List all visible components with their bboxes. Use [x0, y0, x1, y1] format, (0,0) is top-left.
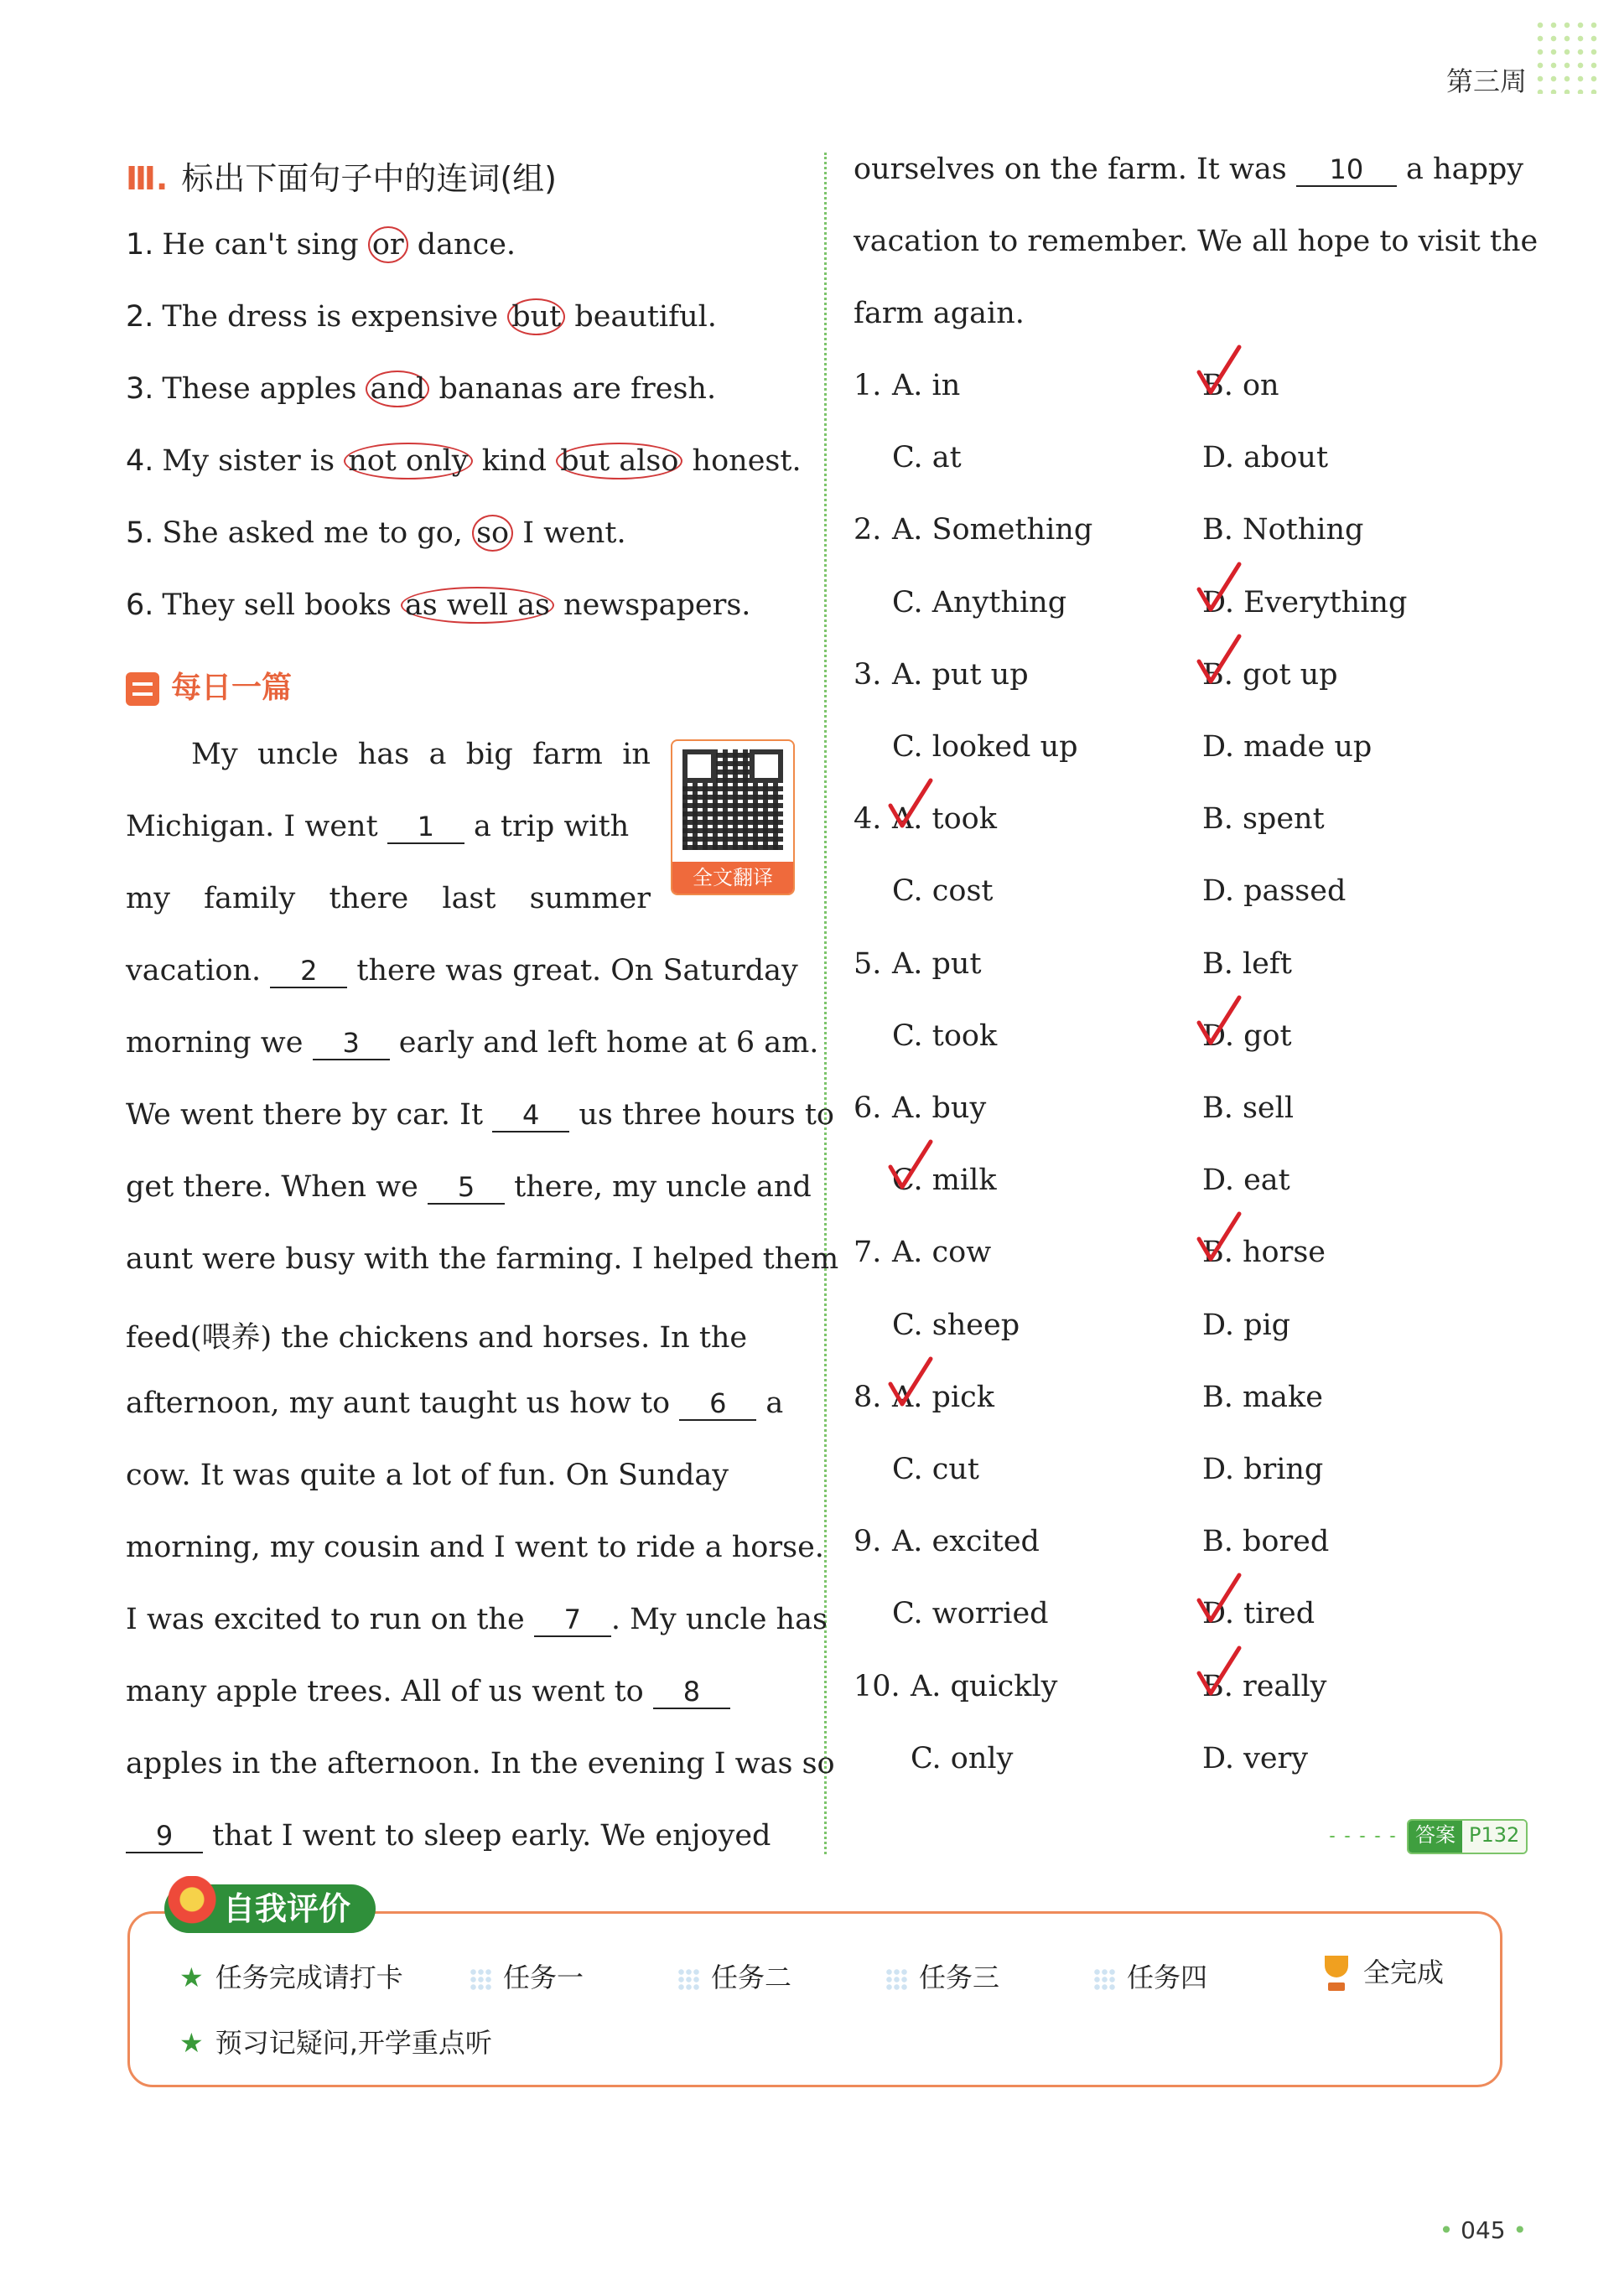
check-mark-icon: [887, 1138, 934, 1190]
option-d[interactable]: D. Everything: [1202, 585, 1408, 619]
answer-reference[interactable]: 答案 P132: [1407, 1819, 1528, 1854]
blank-9: 9: [126, 1820, 203, 1853]
question-number: 8.: [854, 1380, 882, 1414]
task-complete-all[interactable]: 全完成: [1320, 1951, 1444, 1994]
self-eval-row-1: ★ 任务完成请打卡: [179, 1962, 403, 1993]
sentence-3: 3. These apples and bananas are fresh.: [126, 372, 717, 406]
option-d[interactable]: D. bring: [1202, 1453, 1324, 1486]
passage-right-line-1: ourselves on the farm. It was 10 a happy: [854, 153, 1524, 186]
option-d[interactable]: D. passed: [1202, 874, 1347, 909]
option-a[interactable]: A. put: [892, 946, 982, 981]
sentence-5: 5. She asked me to go, so I went.: [126, 516, 626, 550]
passage-line-13: I was excited to run on the 7 . My uncle has: [126, 1603, 828, 1636]
column-divider: [824, 153, 827, 1854]
question-number: 4.: [854, 802, 882, 837]
task-3[interactable]: 任务三: [885, 1957, 999, 1995]
conjunction-circle: as well as: [401, 587, 554, 624]
task-2[interactable]: 任务二: [677, 1957, 791, 1995]
option-b[interactable]: B. make: [1202, 1380, 1323, 1414]
option-a[interactable]: A. excited: [892, 1525, 1040, 1559]
conjunction-circle: and: [366, 371, 429, 407]
option-c[interactable]: C. only: [911, 1741, 1014, 1775]
option-a[interactable]: A. took: [892, 802, 997, 837]
blank-3: 3: [313, 1027, 390, 1060]
task-check-icon: [470, 1968, 491, 1990]
blank-5: 5: [428, 1171, 505, 1205]
passage-line-5: morning we 3 early and left home at 6 am.: [126, 1026, 819, 1060]
option-a[interactable]: A. buy: [892, 1091, 987, 1125]
corner-dots-decoration: [1533, 18, 1601, 94]
daily-reading-title: 每日一篇: [126, 664, 292, 706]
check-mark-icon: [1196, 1210, 1243, 1262]
option-c[interactable]: C. cut: [892, 1453, 979, 1486]
check-mark-icon: [887, 777, 934, 829]
option-a[interactable]: A. in: [892, 369, 961, 402]
option-b[interactable]: B. really: [1202, 1669, 1327, 1703]
sentence-2: 2. The dress is expensive but beautiful.: [126, 300, 717, 334]
blank-2: 2: [270, 955, 347, 988]
option-b[interactable]: B. sell: [1202, 1091, 1295, 1125]
check-mark-icon: [1196, 1572, 1243, 1624]
qr-code[interactable]: [671, 739, 795, 895]
option-d[interactable]: D. pig: [1202, 1308, 1291, 1342]
option-c[interactable]: C. looked up: [892, 730, 1078, 764]
page-number: • 045 •: [1439, 2216, 1527, 2244]
passage-line-10: afternoon, my aunt taught us how to 6 a: [126, 1386, 784, 1420]
self-eval-row-2: ★ 预习记疑问,开学重点听: [179, 2027, 492, 2059]
medal-icon: [168, 1876, 216, 1928]
passage-line-2: Michigan. I went 1 a trip with: [126, 810, 630, 843]
conjunction-circle: or: [368, 226, 408, 263]
option-d[interactable]: D. got: [1202, 1018, 1292, 1053]
task-4[interactable]: 任务四: [1093, 1957, 1207, 1995]
passage-line-12: morning, my cousin and I went to ride a horse.: [126, 1531, 824, 1564]
blank-8: 8: [653, 1676, 730, 1709]
blank-6: 6: [679, 1387, 756, 1421]
option-c[interactable]: C. cost: [892, 874, 994, 909]
sentence-1: 1. He can't sing or dance.: [126, 228, 516, 262]
check-mark-icon: [1196, 1645, 1243, 1697]
option-c[interactable]: C. milk: [892, 1164, 997, 1198]
passage-line-14: many apple trees. All of us went to 8: [126, 1675, 730, 1709]
section-title-text: 标出下面句子中的连词(组): [181, 160, 558, 197]
conjunction-circle: so: [472, 515, 513, 552]
blank-4: 4: [492, 1099, 569, 1132]
passage-right-line-2: vacation to remember. We all hope to visit the: [854, 225, 1539, 258]
blank-7: 7: [534, 1604, 611, 1637]
blank-10: 10: [1296, 153, 1397, 187]
task-check-icon: [885, 1968, 907, 1990]
list-icon: [126, 672, 159, 706]
passage-line-3: my family there last summer: [126, 882, 651, 915]
task-check-icon: [1093, 1968, 1115, 1990]
option-a[interactable]: A. quickly: [911, 1669, 1058, 1703]
option-c[interactable]: C. took: [892, 1018, 998, 1053]
option-d[interactable]: D. tired: [1202, 1597, 1315, 1631]
option-a[interactable]: A. Something: [892, 513, 1093, 547]
option-a[interactable]: A. pick: [892, 1380, 994, 1414]
question-number: 9.: [854, 1525, 882, 1559]
question-number: 5.: [854, 946, 882, 981]
conjunction-circle: but also: [556, 443, 682, 479]
option-c[interactable]: C. at: [892, 441, 962, 475]
passage-line-11: cow. It was quite a lot of fun. On Sunday: [126, 1459, 729, 1492]
week-label: 第三周: [1445, 65, 1527, 97]
option-c[interactable]: C. worried: [892, 1597, 1049, 1631]
passage-line-15: apples in the afternoon. In the evening I was so: [126, 1747, 835, 1780]
check-mark-icon: [1196, 561, 1243, 613]
option-d[interactable]: D. very: [1202, 1741, 1309, 1775]
option-d[interactable]: D. made up: [1202, 730, 1373, 764]
question-number: 1.: [854, 369, 882, 402]
conjunction-circle: but: [507, 298, 565, 335]
check-mark-icon: [1196, 633, 1243, 685]
option-b[interactable]: B. Nothing: [1202, 513, 1364, 547]
passage-line-9: feed(喂养) the chickens and horses. In the: [126, 1321, 748, 1355]
check-mark-icon: [1196, 344, 1243, 396]
passage-line-4: vacation. 2 there was great. On Saturday: [126, 954, 798, 987]
star-icon: ★: [179, 2027, 204, 2059]
option-a[interactable]: A. put up: [892, 657, 1029, 692]
sentence-6: 6. They sell books as well as newspapers.: [126, 588, 751, 622]
passage-line-6: We went there by car. It 4 us three hours to: [126, 1098, 834, 1132]
option-b[interactable]: B. left: [1202, 946, 1292, 981]
passage-line-16: 9 that I went to sleep early. We enjoyed: [126, 1819, 771, 1853]
option-b[interactable]: B. on: [1202, 369, 1279, 402]
task-1[interactable]: 任务一: [470, 1957, 584, 1995]
question-number: 7.: [854, 1236, 882, 1270]
option-d[interactable]: D. about: [1202, 441, 1329, 475]
sentence-4: 4. My sister is not only kind but also honest.: [126, 444, 802, 478]
option-b[interactable]: B. bored: [1202, 1525, 1330, 1559]
option-a[interactable]: A. cow: [892, 1236, 992, 1270]
check-mark-icon: [887, 1355, 934, 1407]
star-icon: ★: [179, 1962, 204, 1993]
passage-line-7: get there. When we 5 there, my uncle and: [126, 1170, 812, 1204]
option-d[interactable]: D. eat: [1202, 1164, 1290, 1198]
blank-1: 1: [387, 811, 464, 844]
passage-right-line-3: farm again.: [854, 297, 1025, 330]
check-mark-icon: [1196, 994, 1243, 1046]
question-number: 3.: [854, 657, 882, 692]
question-number: 10.: [854, 1669, 900, 1703]
question-number: 6.: [854, 1091, 882, 1125]
conjunction-circle: not only: [344, 443, 472, 479]
passage-line-1: My uncle has a big farm in: [191, 738, 651, 771]
qr-code-pattern: [682, 749, 783, 850]
option-c[interactable]: C. sheep: [892, 1308, 1020, 1342]
option-b[interactable]: B. horse: [1202, 1236, 1326, 1270]
task-check-icon: [677, 1968, 699, 1990]
section-3-title: [126, 153, 557, 199]
self-evaluation-box: [127, 1911, 1502, 2087]
self-evaluation-title: 自我评价: [164, 1884, 376, 1933]
qr-label: 全文翻译: [672, 862, 793, 894]
passage-line-8: aunt were busy with the farming. I helped them: [126, 1242, 839, 1276]
option-c[interactable]: C. Anything: [892, 585, 1067, 619]
option-b[interactable]: B. got up: [1202, 657, 1338, 692]
option-b[interactable]: B. spent: [1202, 802, 1325, 837]
question-number: 2.: [854, 513, 882, 547]
trophy-icon: [1320, 1954, 1353, 1994]
section-number: Ⅲ.: [126, 160, 169, 197]
answer-dots: [1325, 1834, 1400, 1839]
